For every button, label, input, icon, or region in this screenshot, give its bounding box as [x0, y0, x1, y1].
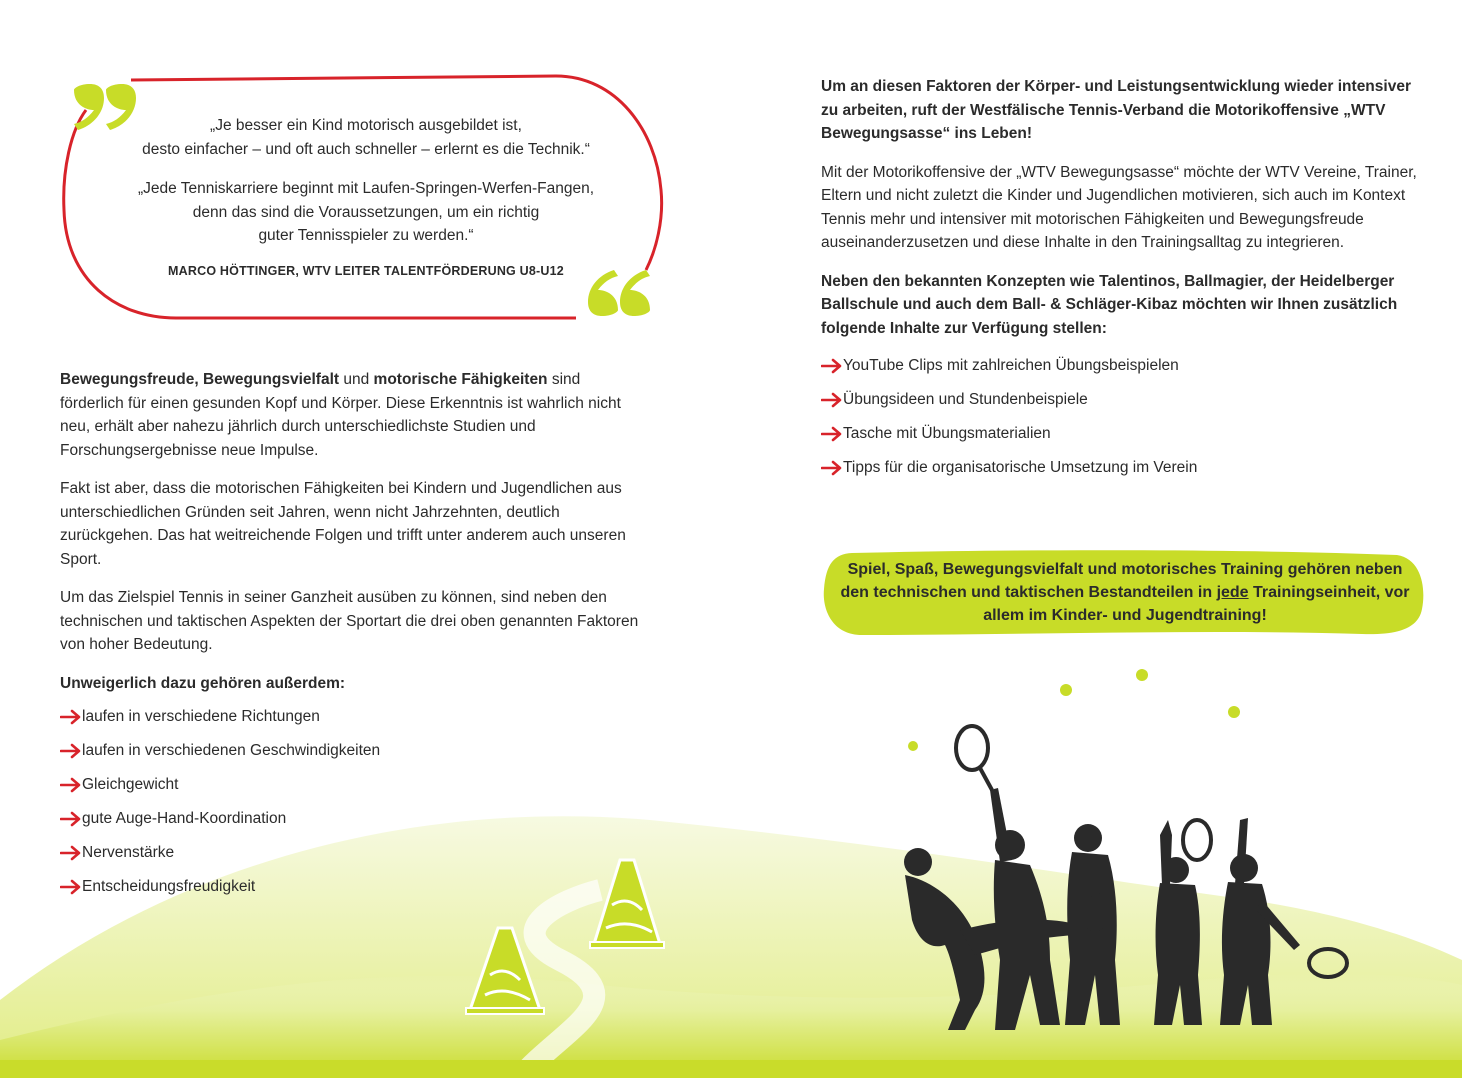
arrow-icon	[821, 358, 843, 374]
list-item	[60, 739, 645, 773]
list-item	[821, 456, 1421, 490]
skills-list	[60, 705, 645, 909]
arrow-icon	[60, 777, 82, 793]
list-item-label: gute Auge-Hand-Koordination	[82, 810, 287, 827]
intro-bold: Um an diesen Faktoren der Körper- und Leistungsentwicklung wieder intensiver zu arbeiten, ruft der Westfälische Tennis-Verband die Motorikoffensive „WTV Bewegungsasse“ ins Leben!	[821, 78, 1411, 142]
list-item	[60, 807, 645, 841]
bold-term: motorische Fähigkeiten	[373, 371, 548, 388]
arrow-icon	[60, 811, 82, 827]
arrow-icon	[821, 460, 843, 476]
arrow-icon	[60, 845, 82, 861]
list-item-label: Nervenstärke	[82, 844, 175, 861]
list-item-label: Gleichgewicht	[82, 776, 179, 793]
left-column	[60, 368, 645, 909]
list-item	[821, 388, 1421, 422]
arrow-icon	[821, 426, 843, 442]
list-item-label: laufen in verschiedenen Geschwindigkeiten	[82, 742, 381, 759]
list-item	[821, 422, 1421, 456]
list-heading: Unweigerlich dazu gehören außerdem:	[60, 674, 346, 692]
callout-underline: jede	[1216, 584, 1249, 601]
paragraph: Fakt ist aber, dass die motorischen Fähigkeiten bei Kindern und Jugendlichen aus unterschiedlichen Gründen seit Jahren, wenn nicht Jahrzehnten, deutlich zurückgehen. Das hat weitreichende Folgen und trifft unter anderem auch unseren Sport.	[60, 480, 626, 568]
quote-line: desto einfacher – und oft auch schneller – erlernt es die Technik.“	[142, 140, 590, 158]
list-item	[60, 875, 645, 909]
list-item	[60, 705, 645, 739]
text: sind förderlich für einen gesunden Kopf und Körper. Diese Erkenntnis ist wahrlich nicht neu, erhält aber nahezu jährlich durch unterschiedlichste Studien und Forschungsergebnisse neue Impulse.	[60, 371, 621, 459]
paragraph: Um das Zielspiel Tennis in seiner Ganzheit ausüben zu können, sind neben den technischen und taktischen Aspekten der Sportart die drei oben genannten Faktoren von hoher Bedeutung.	[60, 589, 639, 653]
intro-paragraph	[60, 368, 645, 462]
quote-line: denn das sind die Voraussetzungen, um ein richtig	[192, 203, 540, 221]
bottom-band	[0, 1060, 1462, 1078]
quote-author: MARCO HÖTTINGER, WTV LEITER TALENTFÖRDERUNG U8-U12	[168, 264, 564, 278]
offer-list	[821, 354, 1421, 490]
arrow-icon	[60, 709, 82, 725]
callout-part: Spiel, Spaß, Bewegungsvielfalt und motorisches Training gehören neben den technischen und taktischen Bestandteilen in	[840, 561, 1403, 601]
list-item-label: Übungsideen und Stundenbeispiele	[843, 391, 1088, 408]
arrow-icon	[821, 392, 843, 408]
bold-term: Bewegungsfreude, Bewegungsvielfalt	[60, 371, 340, 388]
quote-line: guter Tennisspieler zu werden.“	[258, 227, 474, 244]
callout-text	[840, 558, 1410, 627]
quote-text	[56, 114, 676, 248]
list-item	[821, 354, 1421, 388]
quote-line: „Jede Tenniskarriere beginnt mit Laufen-Springen-Werfen-Fangen,	[137, 180, 595, 197]
list-item	[60, 773, 645, 807]
list-item-label: Tipps für die organisatorische Umsetzung im Verein	[843, 459, 1198, 476]
list-item	[60, 841, 645, 875]
quote-line: „Je besser ein Kind motorisch ausgebildet ist,	[210, 117, 522, 134]
list-item-label: Tasche mit Übungsmaterialien	[843, 425, 1051, 442]
list-item-label: laufen in verschiedene Richtungen	[82, 708, 320, 725]
callout-part: Trainingseinheit, vor allem im Kinder- und Jugendtraining!	[983, 584, 1410, 624]
text: und	[339, 371, 374, 388]
list-item-label: Entscheidungsfreudigkeit	[82, 878, 256, 895]
arrow-icon	[60, 743, 82, 759]
paragraph-bold: Neben den bekannten Konzepten wie Talentinos, Ballmagier, der Heidelberger Ballschule und auch dem Ball- & Schläger-Kibaz möchten wir Ihnen zusätzlich folgende Inhalte zur Verfügung stellen:	[821, 272, 1398, 337]
arrow-icon	[60, 879, 82, 895]
paragraph: Mit der Motorikoffensive der „WTV Bewegungsasse“ möchte der WTV Vereine, Trainer, Eltern und nicht zuletzt die Kinder und Jugendlichen motivieren, sich auch im Kontext Tennis mehr und intensiver mit motorischen Fähigkeiten und Bewegungsfreude auseinanderzusetzen und diese Inhalte in den Trainingsalltag zu integrieren.	[821, 163, 1417, 251]
right-column	[821, 75, 1421, 490]
list-item-label: YouTube Clips mit zahlreichen Übungsbeispielen	[843, 357, 1179, 374]
